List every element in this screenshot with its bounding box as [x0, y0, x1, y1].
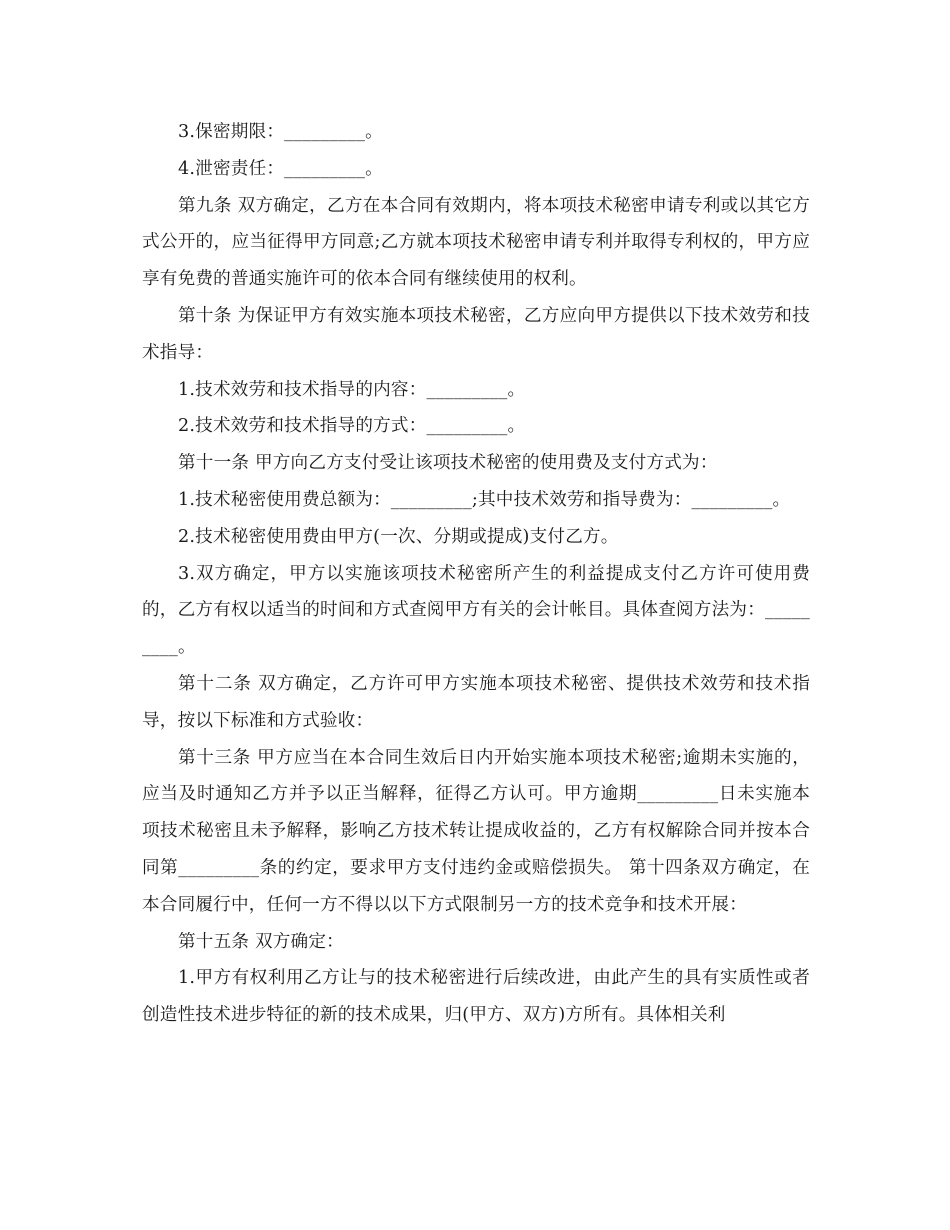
- paragraph-article-12: 第十二条 双方确定，乙方许可甲方实施本项技术秘密、提供技术效劳和技术指导，按以下标准和方式验收：: [142, 673, 810, 731]
- paragraph-article-9: 第九条 双方确定，乙方在本合同有效期内，将本项技术秘密申请专利或以其它方式公开的，应当征得甲方同意;乙方就本项技术秘密申请专利并取得专利权的，甲方应享有免费的普通实施许可的依本合同有继续使用的权利。: [142, 195, 810, 290]
- paragraph-fee-audit: 3.双方确定，甲方以实施该项技术秘密所产生的利益提成支付乙方许可使用费的，乙方有权以适当的时间和方式查阅甲方有关的会计帐目。具体查阅方法为：_________。: [142, 563, 810, 658]
- document-body: [142, 114, 810, 1034]
- paragraph-service-content: 1.技术效劳和技术指导的内容：_________。: [178, 379, 526, 400]
- paragraph-confidentiality-period: 3.保密期限：_________。: [178, 122, 383, 142]
- paragraph-leak-liability: 4.泄密责任：_________。: [178, 158, 383, 179]
- paragraph-article-11: 第十一条 甲方向乙方支付受让该项技术秘密的使用费及支付方式为：: [178, 453, 718, 474]
- paragraph-article-13-14: 第十三条 甲方应当在本合同生效后日内开始实施本项技术秘密;逾期未实施的，应当及时通知乙方并予以正当解释，征得乙方认可。甲方逾期_________日未实施本项技术秘密且未予解释，影响乙方技术转让提成收益的，乙方有权解除合同并按本合同第_________条的约定，要求甲方支付违约金或赔偿损失。 第十四条双方确定，在本合同履行中，任何一方不得以以下方式限制另一方的技术竞争和技术开展：: [142, 747, 810, 915]
- paragraph-fee-total: 1.技术秘密使用费总额为：_________;其中技术效劳和指导费为：_________。: [178, 489, 791, 510]
- paragraph-article-10: 第十条 为保证甲方有效实施本项技术秘密，乙方应向甲方提供以下技术效劳和技术指导：: [142, 305, 810, 363]
- paragraph-improvement-rights: 1.甲方有权利用乙方让与的技术秘密进行后续改进，由此产生的具有实质性或者创造性技术进步特征的新的技术成果，归(甲方、双方)方所有。具体相关利: [142, 968, 810, 1026]
- paragraph-article-15: 第十五条 双方确定：: [178, 931, 344, 952]
- paragraph-service-method: 2.技术效劳和技术指导的方式：_________。: [178, 416, 526, 437]
- paragraph-fee-payment: 2.技术秘密使用费由甲方(一次、分期或提成)支付乙方。: [178, 526, 619, 547]
